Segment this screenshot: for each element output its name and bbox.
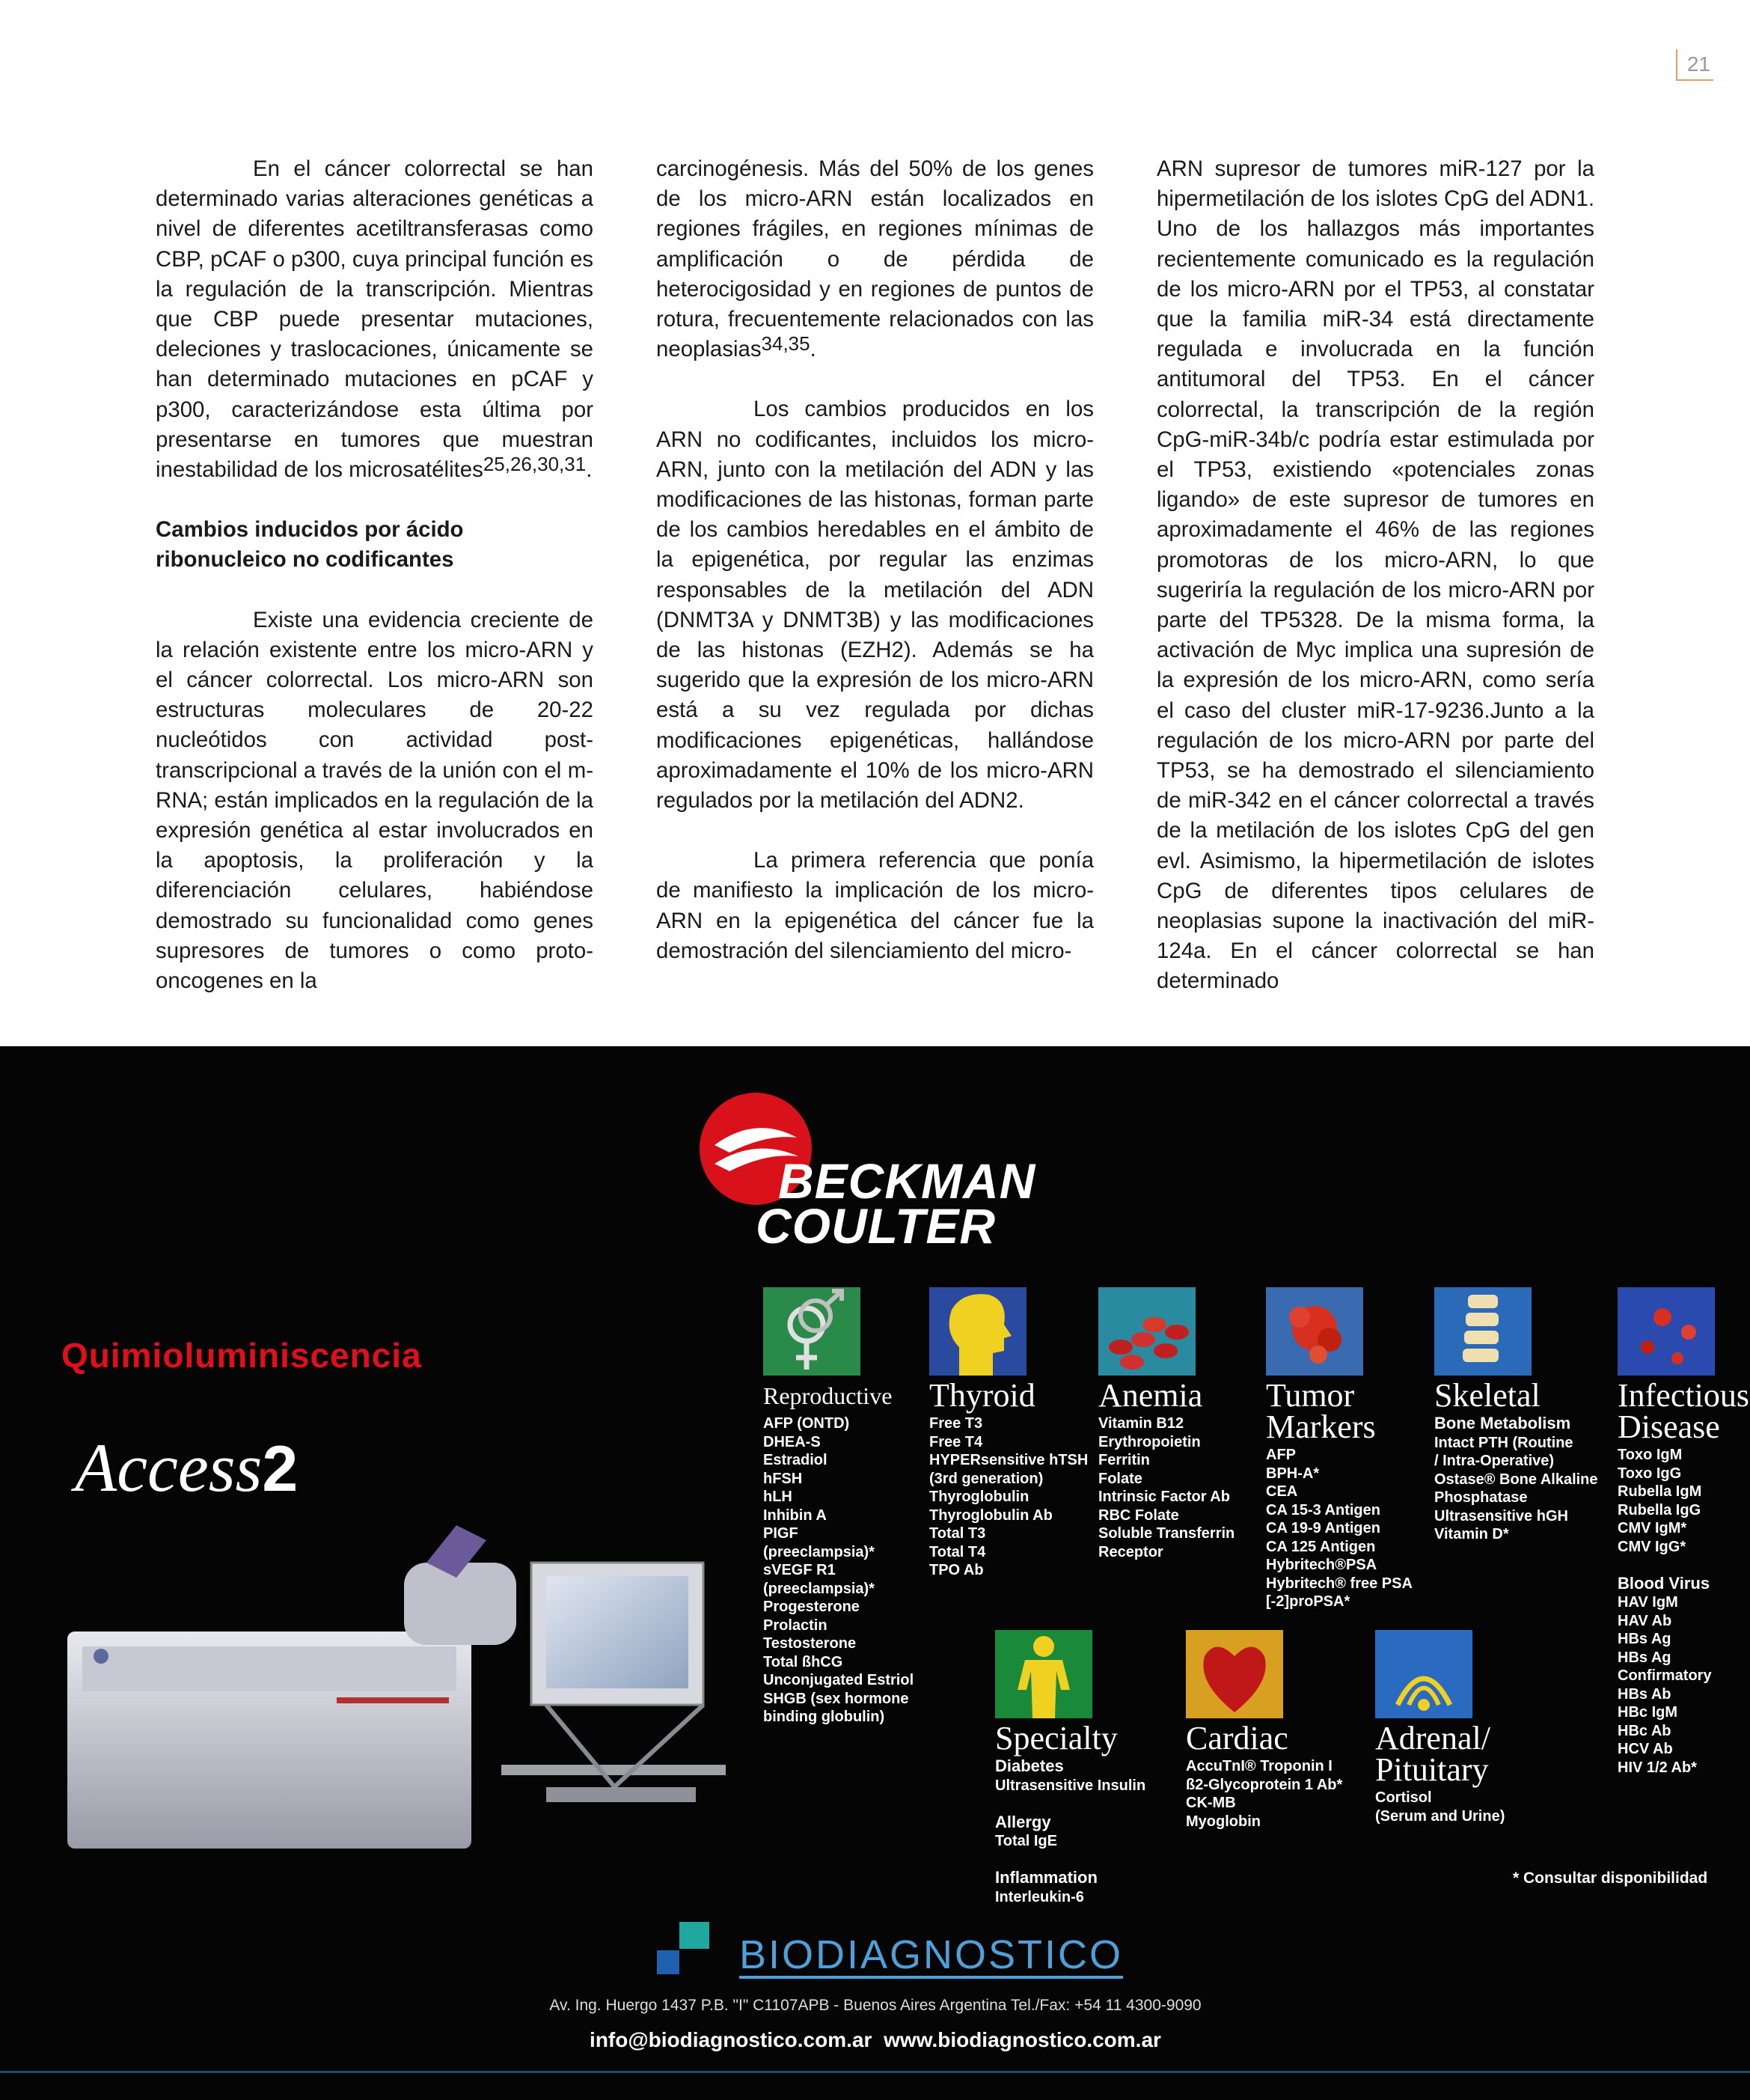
category-reproductive — [763, 1287, 914, 1727]
product-name-text: Access — [75, 1429, 263, 1506]
red-blood-cells-icon — [1098, 1287, 1196, 1376]
section-heading: Cambios inducidos por ácido ribonucleico no codificantes — [156, 517, 464, 573]
spine-icon — [1434, 1287, 1532, 1376]
list-items: HAV IgM HAV Ab HBs Ag HBs Ag Confirmatory HBs Ab HBc IgM HBc Ab HCV Ab HIV 1/2 Ab* — [1618, 1594, 1712, 1776]
category-tumor-markers — [1266, 1287, 1413, 1611]
divider — [0, 2071, 1750, 2073]
article-column-1 — [156, 154, 593, 1026]
paragraph: Los cambios producidos en los ARN no codificantes, incluidos los micro-ARN, junto con la metilación del ADN y las modificaciones de las histonas, forman parte de los cambios heredables en el ámbito de la epigenética, por regular las enzimas responsables de la metilación del ADN (DNMT3A y DNMT3B) y las modificaciones de las histonas (EZH2). Además se ha sugerido que la expresión de los micro-ARN está a su vez regulada por dichas modificaciones epigenéticas, hallándose aproximadamente el 10% de los micro-ARN regulados por la metilación del ADN2. — [656, 397, 1094, 814]
test-list: Vitamin B12 Erythropoietin Ferritin Folate Intrinsic Factor Ab RBC Folate Soluble Transferrin Receptor — [1098, 1415, 1235, 1560]
list-heading: Diabetes — [995, 1756, 1064, 1775]
category-infectious-disease — [1618, 1287, 1749, 1777]
advertisement — [0, 1046, 1750, 2100]
category-cardiac — [1186, 1630, 1342, 1831]
list-heading: Allergy — [995, 1812, 1051, 1831]
distributor-name: BIODIAGNOSTICO — [739, 1932, 1124, 1977]
list-heading: Inflammation — [995, 1868, 1098, 1887]
list-items: Ultrasensitive Insulin — [995, 1777, 1146, 1794]
brand-line-1: BECKMAN — [778, 1153, 1036, 1209]
adrenal-signal-icon — [1375, 1630, 1472, 1718]
brand-name — [756, 1153, 1036, 1254]
brand-line-2: COULTER — [756, 1198, 997, 1254]
human-body-icon — [995, 1630, 1092, 1718]
category-specialty — [995, 1630, 1145, 1906]
paragraph: Existe una evidencia creciente de la relación existente entre los micro-ARN y el cáncer colorrectal. Los micro-ARN son estructuras moleculares de 20-22 nucleótidos con actividad post-transcripcional a través de la unión con el m-RNA; están implicados en la regulación de la expresión genética al estar involucrados en la apoptosis, la proliferación y la diferenciación celulares, habiéndose demostrado su funcionalidad como genes supresores de tumores o como proto-oncogenes en la — [156, 607, 593, 994]
page-number: 21 — [1676, 49, 1713, 81]
product-category-title: Quimioluminiscencia — [61, 1336, 422, 1375]
category-title: Anemia — [1098, 1377, 1203, 1414]
article-column-3 — [1157, 154, 1594, 1027]
head-profile-icon — [929, 1287, 1027, 1376]
category-thyroid — [929, 1287, 1088, 1580]
category-title: Cardiac — [1186, 1720, 1288, 1756]
category-title: Reproductive — [763, 1382, 893, 1409]
gender-symbols-icon — [763, 1287, 860, 1376]
list-heading: Blood Virus — [1618, 1573, 1710, 1593]
list-items: Toxo IgM Toxo IgG Rubella IgM Rubella IgG CMV IgM* CMV IgG* — [1618, 1447, 1702, 1555]
analyzer-image — [67, 1473, 726, 1862]
paragraph: La primera referencia que ponía de manifiesto la implicación de los micro-ARN en la epigenética del cáncer fue la demostración del silenciamiento del micro- — [656, 848, 1094, 963]
test-list — [1434, 1414, 1598, 1544]
paragraph: ARN supresor de tumores miR-127 por la hipermetilación de los islotes CpG del ADN1. Uno de los hallazgos más importantes recientemente comunicado es la regulación de los micro-ARN por el TP53, al constatar que la familia miR-34 está directamente regulada e involucrada en la función antitumoral del TP53. En el cáncer colorrectal, la transcripción de la región CpG-miR-34b/c podría estar estimulada por el TP53, existiendo «potenciales zonas ligando» de este supresor de tumores en aproximadamente el 46% de las regiones promotoras de los micro-ARN, lo que sugeriría la regulación de los micro-ARN por parte del TP5328. De la misma forma, la activación de Myc implica una supresión de la expresión de los micro-ARN, como sería el caso del cluster miR-17-9236.Junto a la regulación de los micro-ARN por parte del TP53, se ha demostrado el silenciamiento de miR-342 en el cáncer colorrectal a través de la metilación de los islotes CpG del gen evl. Asimismo, la hipermetilación de islotes CpG de diferentes tipos celulares de neoplasias supone la inactivación del miR-124a. En el cáncer colorrectal se han determinado — [1157, 156, 1594, 994]
test-list: AFP BPH-A* CEA CA 15-3 Antigen CA 19-9 Antigen CA 125 Antigen Hybritech®PSA Hybritech® free PSA [-2]proPSA* — [1266, 1447, 1413, 1610]
test-list — [995, 1757, 1145, 1906]
category-title: Adrenal/ Pituitary — [1375, 1720, 1490, 1788]
list-heading: Bone Metabolism — [1434, 1414, 1571, 1432]
list-items: Interleukin-6 — [995, 1888, 1084, 1905]
category-title: Infectious Disease — [1618, 1377, 1749, 1445]
category-title: Skeletal — [1434, 1377, 1541, 1414]
product-number: 2 — [262, 1433, 299, 1505]
test-list: AFP (ONTD) DHEA-S Estradiol hFSH hLH Inhibin A PIGF (preeclampsia)* sVEGF R1 (preeclampsia)* Progesterone Prolactin Testosterone Total ßhCG Unconjugated Estriol SHGB (sex hormone binding globulin) — [763, 1415, 914, 1725]
distributor-contact: info@biodiagnostico.com.ar www.biodiagnostico.com.ar — [590, 2028, 1161, 2051]
paragraph: En el cáncer colorrectal se han determinado varias alteraciones genéticas a nivel de diferentes acetiltransferasas como CBP, pCAF o p300, cuya principal función es la regulación de la transcripción. Mientras que CBP puede presentar mutaciones, deleciones y traslocaciones, únicamente se han determinado mutaciones en pCAF y p300, caracterizándose esta última por presentarse en tumores que muestran inestabilidad de los microsatélites$^{25,26,30,31}$. — [156, 156, 593, 483]
test-list: Cortisol (Serum and Urine) — [1375, 1789, 1505, 1825]
category-title: Specialty — [995, 1720, 1118, 1756]
category-title: Tumor Markers — [1266, 1377, 1376, 1445]
test-list — [1618, 1446, 1749, 1777]
biodiagnostico-logo — [657, 1922, 717, 1982]
reference-superscript: 34,35 — [761, 332, 810, 355]
test-list: Free T3 Free T4 HYPERsensitive hTSH (3rd generation) Thyroglobulin Thyroglobulin Ab Total T3 Total T4 TPO Ab — [929, 1415, 1089, 1578]
category-anemia — [1098, 1287, 1235, 1561]
article-column-2 — [656, 154, 1094, 996]
distributor-address: Av. Ing. Huergo 1437 P.B. "I" C1107APB - Buenos Aires Argentina Tel./Fax: +54 11 4300-9090 — [549, 1997, 1202, 2014]
tumor-cells-icon — [1266, 1287, 1363, 1376]
list-items: Total IgE — [995, 1833, 1057, 1849]
paragraph: carcinogénesis. Más del 50% de los genes de los micro-ARN están localizados en regiones frágiles, en regiones mínimas de amplificación o de pérdida de heterocigosidad y en regiones de puntos de rotura, frecuentemente relacionados con las neoplasias$^{34,35}$. — [656, 156, 1094, 362]
availability-note: * Consultar disponibilidad — [1513, 1869, 1708, 1887]
reference-superscript: 25,26,30,31 — [483, 453, 587, 476]
category-skeletal — [1434, 1287, 1598, 1544]
virus-icon — [1618, 1287, 1715, 1376]
heart-icon — [1186, 1630, 1283, 1718]
category-title: Thyroid — [929, 1377, 1035, 1414]
list-items: Intact PTH (Routine / Intra-Operative) Ostase® Bone Alkaline Phosphatase Ultrasensitive hGH Vitamin D* — [1434, 1434, 1598, 1542]
test-list: AccuTnI® Troponin I ß2-Glycoprotein 1 Ab* CK-MB Myoglobin — [1186, 1758, 1343, 1830]
category-adrenal-pituitary — [1375, 1630, 1505, 1825]
